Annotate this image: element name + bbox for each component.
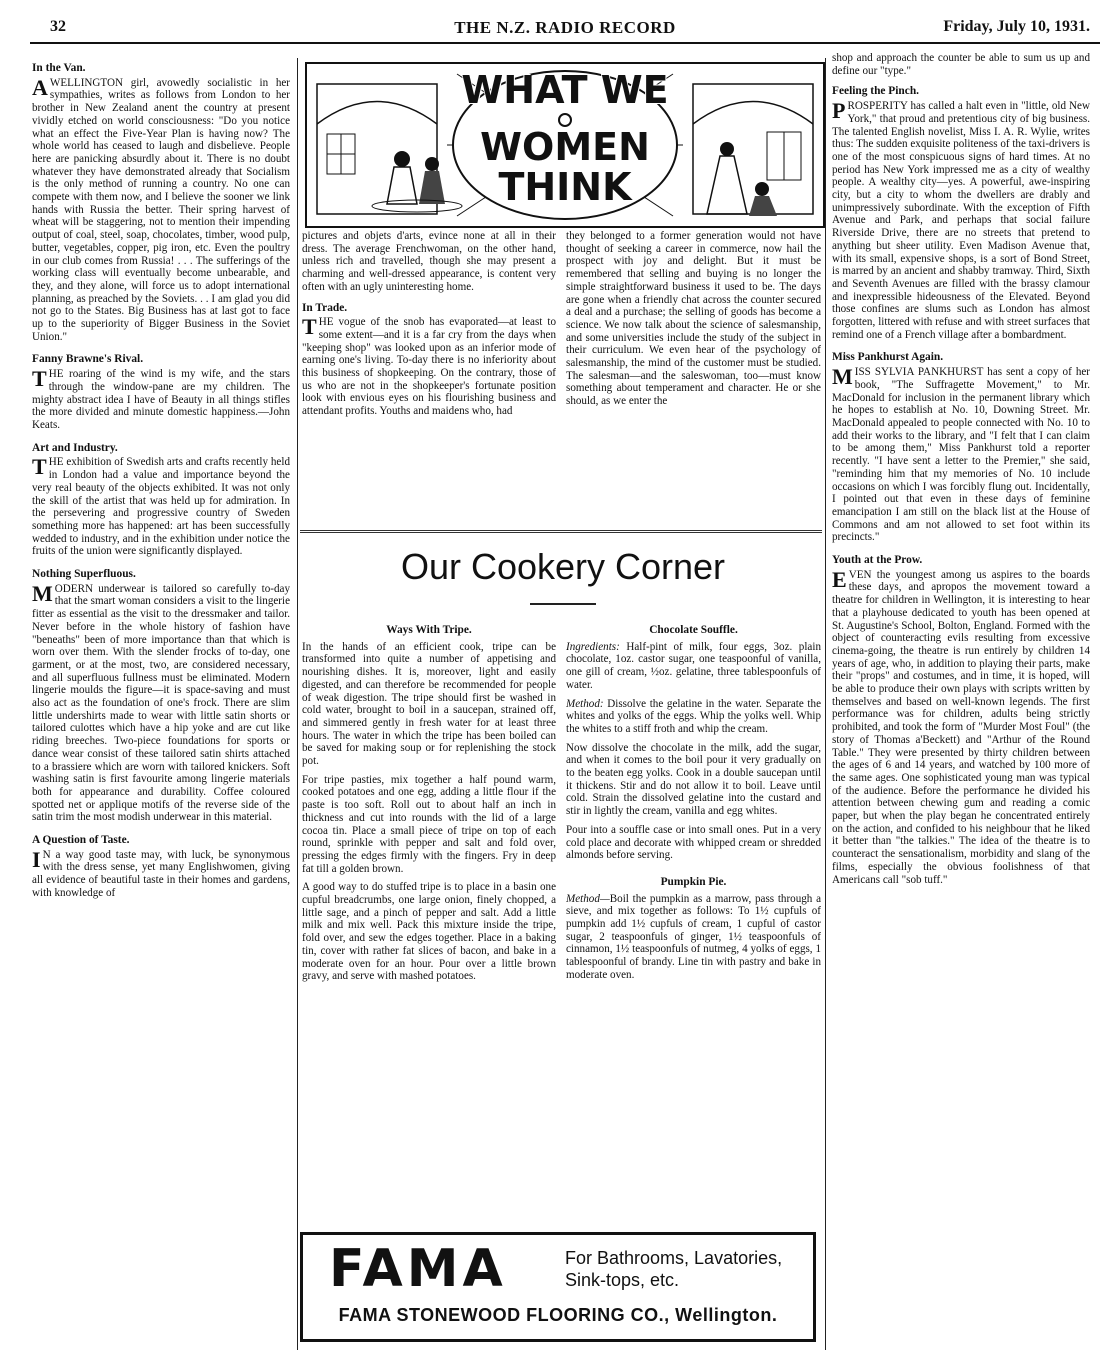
article-text: HE vogue of the snob has evaporated—at least to some extent—and it is a far cry from the days when "keeping shop" was looked upon as an inferior mode of earning one's living. To-day there is no inferiority about this business of shopkeeping. On the contrary, those of us who are not in the shopkeeper's fortunate position look with envious eyes on his flourishing business and attendant profits. Youths and maidens who, had [302, 316, 556, 418]
publication-title: THE N.Z. RADIO RECORD [454, 18, 676, 37]
banner-title-line: THINK [498, 164, 632, 209]
drop-cap: P [832, 98, 846, 124]
fama-advertisement [300, 1232, 816, 1342]
issue-date: Friday, July 10, 1931. [943, 18, 1090, 35]
drop-cap: A [32, 74, 48, 100]
article-text: HE exhibition of Swedish arts and crafts recently held in London had a value and importance beyond the very real beauty of the objects exhibited. It was not only the skill of the artist that was held up for admiration. In the persevering and progressive country of Sweden something more has happened: art has been successfully wedded to industry, and in the exhibition under notice the fruits of the union were significantly displayed. [32, 456, 290, 558]
article-text: ROSPERITY has called a halt even in "little, old New York," that proud and pretentious city of big business. The talented English novelist, Miss I. A. R. Wylie, writes thus: The sudden exquisite politeness of the taxi-drivers is one of the most conspicuous signs of hard times. At no period has New York impressed me as a city of wealthy people. A wealthy city—yes. A powerful, awe-inspiring city, but a city to whom the dwellers are drably and unimpressively subordinate. With the exception of Fifth Avenue and Park, and perhaps that social failure Riverside Drive, there are no streets that pretend to anything but sheer utility. Even Madison Avenue that, with its small, expensive shops, is a sort of Bond Street, is marred by an ancient and shabby tramway. Third, Sixth and Seventh Avenues are filled with the brassy clamour and inexpressible hideousness of the Elevated. Beyond those confines are slums such as London has almost forgotten, littered with refuse and with street surfaces that remind one of a French village after a bombardment. [832, 100, 1090, 341]
article-in-trade [302, 316, 556, 418]
article-nothing-superfluous [32, 580, 290, 824]
section-heading: Youth at the Prow. [832, 554, 923, 567]
section-heading: Miss Pankhurst Again. [832, 351, 944, 364]
drop-cap: T [32, 366, 47, 392]
article-continuation: they belonged to a former generation would not have thought of seeking a career in commerce, now hail the prospect with joy and delight. But it must be remembered that selling and buying is no longer the simple straightforward business it used to be. The days are gone when a friendly chat across the counter secured a deal and a purchase; the selling of goods has become a science. We now talk about the science of salesmanship, and some universities include the study of the subject in their curriculum. We even hear of the psychology of salesmanship, the mind of the customer must be studied. The salesman—and the saleswoman, too—must know something about temperament and character. He or she should, as we enter the [566, 230, 821, 408]
article-text: ODERN underwear is tailored so carefully to-day that the smart woman considers a visit to the lingerie fitter as essential as the visit to the dressmaker and tailor. Never before in the whole history of fashion have "beneaths" been of more importance than that which is worn over them. With the slender frocks of to-day, one garment, or at the most, two, are considered necessary, and all superfluous fullness must be eliminated. Modern lingerie moulds the figure—it is space-saving and must also act as the foundation of one's frock. There are slim little undershirts made to wear with little satin shorts or tailored culottes which have a hip yoke and are cut like riding breeches. Two-piece foundations for sports or dance wear consist of these tailored satin shirts attached to a brassiere which are worn with tailored knickers. Soft washing satin is first favourite among lingerie materials both for appearance and durability. Coffee coloured spotted net or applique motifs of the reverse side of the satin trim the most modish underwear in this material. [32, 582, 290, 824]
section-heading: Art and Industry. [32, 441, 118, 454]
recipe-souffle-pumpkin [566, 624, 821, 1190]
article-text: HE roaring of the wind is my wife, and the stars through the window-pane are my children. The mighty abstract idea I have of Beauty in all things stifles the more divided and minute domestic happiness.—John Keats. [32, 368, 290, 431]
recipe-method [566, 698, 821, 736]
recipe-heading: Chocolate Souffle. [649, 624, 738, 636]
article-youth-at-the-prow [832, 566, 1090, 887]
article-text: WELLINGTON girl, avowedly socialistic in her sympathies, writes as follows from London to her brother in New Zealand anent the country at present vividly etched on world consciousness: "Do you notice what an effect the Five-Year Plan is having now? The whole world has ceased to laugh and disbelieve. People here are panicking absurdly about it. There is no doubt whatever they have demonstrated already that Socialism is the only method of running a country. No one can compete with them now, and I believe the sooner we link hands with Russia the better. Their spring harvest of wheat will be staggering, not to mention their impending output of coal, steel, soap, chocolates, timber, wood pulp, butter, vegetables, copper, pig iron, etc. Even the poultry in our club comes from Russia! . . . The sufferings of the working class will eventually become unbearable, and they, and they alone, will force us to adopt international planning, as preached by the Soviets. . . I am glad you did not go to the States. Big Business has at last got to face up to the superiority of Bigger Business in the Soviet Union." [32, 76, 290, 343]
column-left [32, 62, 290, 1352]
column-divider [825, 58, 826, 1350]
recipe-paragraph: Pour into a souffle case or into small ones. Put in a very cold place and decorate with whipped cream or shredded almonds before serving. [566, 823, 821, 862]
what-we-women-think-banner [305, 62, 825, 228]
recipe-paragraph: For tripe pasties, mix together a half pound warm, cooked potatoes and one egg, adding a little flour if the paste is too soft. Roll out to about half an inch in thickness and cut into rounds with the lid of a large cocoa tin. Place a small piece of tripe on top of each round, sprinkle with pepper and salt and fold over, pressing the edges firmly with the fingers. Fry in deep fat till a golden brown. [302, 773, 556, 875]
page-number: 32 [50, 18, 66, 35]
column-right [832, 52, 1090, 1352]
method-label: Method— [566, 892, 610, 905]
drop-cap: T [32, 454, 47, 480]
article-text: VEN the youngest among us aspires to the boards these days, and apropos the movement toward a theatre for children in Wellington, it is interesting to hear that a playhouse dedicated to youth has been opened at St. Augustine's School, Bolton, England. Formed with the object of counteracting evils resulting from excessive cinema-going, the theatre is run entirely by children 14 years of age, who, in addition to playing their parts, make their "props" and costumes, and in time, it is hoped, will be able to produce their own plays with scripts written by themselves and based on well-known legends. The first performance was for children, adults being strictly prohibited, and took the form of "Murder Most Foul" (the story of Thomas a'Beckett) and "Arthur of the Round Table." They were presented by thirty children between the ages of 6 and 14 years, and watched by 100 more of the same ages. One sophisticated young man was typical of the audience. Before the performance he divided his attention between chewing gum and reading a comic paper, but when the play began he concentrated entirely on the action, and confided to his neighbour that he liked it better than "the talkies." The idea of the theatre is to counteract the sensationalism, morbidity and slang of the films, especially the obvious foolishness of that Americans call "sob tuff." [832, 568, 1090, 886]
ingredients-label: Ingredients: [566, 640, 620, 653]
article-text: ISS SYLVIA PANKHURST has sent a copy of her book, "The Suffragette Movement," to Mr. MacDonald for inclusion in the permanent library which he hopes to establish at No. 10, Downing Street. Mr. MacDonald appealed to people connected with No. 10 to add their works to the library, and "I felt that I can claim to be among them," Miss Pankhurst told a reporter recently. "I have sent a letter to the Premier," she said, "reminding him that my memories of No. 10 include occasions on which I was forcibly flung out. Incidentally, I pointed out that even in these days of feminine emancipation I am still on the black list at the House of Commons and am not allowed to set foot within its precincts." [832, 366, 1090, 544]
method-label: Method: [566, 697, 604, 710]
drop-cap: M [32, 580, 53, 606]
drop-cap: T [302, 314, 317, 340]
ad-tagline-line: Sink-tops, etc. [565, 1270, 680, 1290]
banner-title-line: WHAT WE [461, 68, 669, 112]
banner-title-line: WOMEN [480, 124, 650, 169]
drop-cap: E [832, 566, 847, 592]
article-continuation: pictures and objets d'arts, evince none at all in their dress. The average Frenchwoman, on the other hand, unless rich and travelled, though she may present a charming and well-dressed appearance, is content very often with an ugly uninteresting home. [302, 230, 556, 293]
ad-tagline [565, 1247, 805, 1291]
drop-cap: I [32, 846, 41, 872]
ad-tagline-line: For Bathrooms, Lavatories, [565, 1248, 783, 1268]
banner-title [445, 70, 685, 207]
section-heading: A Question of Taste. [32, 834, 130, 847]
section-heading: Fanny Brawne's Rival. [32, 353, 144, 366]
page-header [30, 14, 1100, 44]
article-fanny-brawne [32, 368, 290, 432]
ingredients-text: Half-pint of milk, four eggs, 3oz. plain chocolate, 1oz. castor sugar, one teaspoonful of vanilla, one gill of cream, ½oz. gelatine, three tablespoonfuls of water. [566, 640, 821, 691]
section-heading: Feeling the Pinch. [832, 85, 920, 98]
article-feeling-the-pinch [832, 100, 1090, 341]
article-art-industry [32, 456, 290, 558]
recipe-paragraph: Now dissolve the chocolate in the milk, add the sugar, and when it comes to the boil pour it very gradually on to the beaten egg yolks. Cook in a double saucepan until it thickens. Stir and do not allow it to boil. Leave until cold. Strain the dissolved gelatine into the custard and stir in lightly the cream, vanilla and egg whites. [566, 741, 821, 818]
drop-cap: M [832, 364, 853, 390]
recipe-paragraph: A good way to do stuffed tripe is to place in a basin one cupful breadcrumbs, one large onion, finely chopped, a little sage, and a pinch of pepper and salt. Add a little milk and mix well. Pack this mixture inside the tripe, fold over, and sew the edges together. Place in a baking tin, cover with rather fat slices of bacon, and bake in a moderate oven for an hour. Pour over a little brown gravy, and serve with mashed potatoes. [302, 881, 556, 983]
ad-company: FAMA STONEWOOD FLOORING CO., Wellington. [338, 1305, 778, 1325]
column-mid-right [566, 230, 821, 515]
title-underline [530, 603, 596, 605]
column-divider [297, 58, 298, 1350]
method-text: Dissolve the gelatine in the water. Separate the whites and yolks of the eggs. Whip the yolks well. Whip the whites to a stiff froth and whip the cream. [566, 697, 821, 735]
recipe-tripe [302, 624, 556, 1190]
article-continuation: shop and approach the counter be able to sum us up and define our "type." [832, 52, 1090, 77]
ad-brand: FAMA [329, 1239, 507, 1299]
article-in-the-van [32, 74, 290, 344]
article-question-of-taste [32, 846, 290, 900]
recipe-heading: Pumpkin Pie. [660, 875, 727, 888]
section-heading: In Trade. [302, 301, 348, 314]
method-text: Boil the pumpkin as a marrow, pass through a sieve, and mix together as follows: To 1½ cupfuls of pumpkin add 1½ cupfuls of cream, 1 cupful of castor sugar, 2 teaspoonfuls of ginger, 1½ teaspoonfuls of cinnamon, 1½ teaspoonfuls of nutmeg, 4 yolks of eggs, 1 tablespoonful of brandy. Line tin with pastry and bake in moderate oven. [566, 892, 821, 981]
recipe-paragraph: In the hands of an efficient cook, tripe can be transformed into quite a number of appetising and nourishing dishes. It is, moreover, light and easily digested, and can therefore be recommended for people of weak digestion. The tripe should first be washed in cold water, brought to boil in a saucepan, strained off, and simmered gently in fresh water for at least three hours. The water in which the tripe has been boiled can be saved for making soup or for replenishing the stock pot. [302, 640, 556, 768]
recipe-heading: Ways With Tripe. [386, 624, 472, 636]
cookery-corner-title: Our Cookery Corner [400, 546, 726, 587]
column-mid-left [302, 230, 556, 515]
recipe-ingredients [566, 641, 821, 692]
article-miss-pankhurst [832, 366, 1090, 544]
section-divider [300, 530, 822, 535]
article-text: N a way good taste may, with luck, be synonymous with the dress sense, yet many Englishwomen, giving all evidence of beautiful taste in their homes and gardens, with knowledge of [32, 848, 290, 899]
recipe-method [566, 893, 821, 982]
section-heading: In the Van. [32, 62, 86, 74]
section-heading: Nothing Superfluous. [32, 568, 136, 581]
